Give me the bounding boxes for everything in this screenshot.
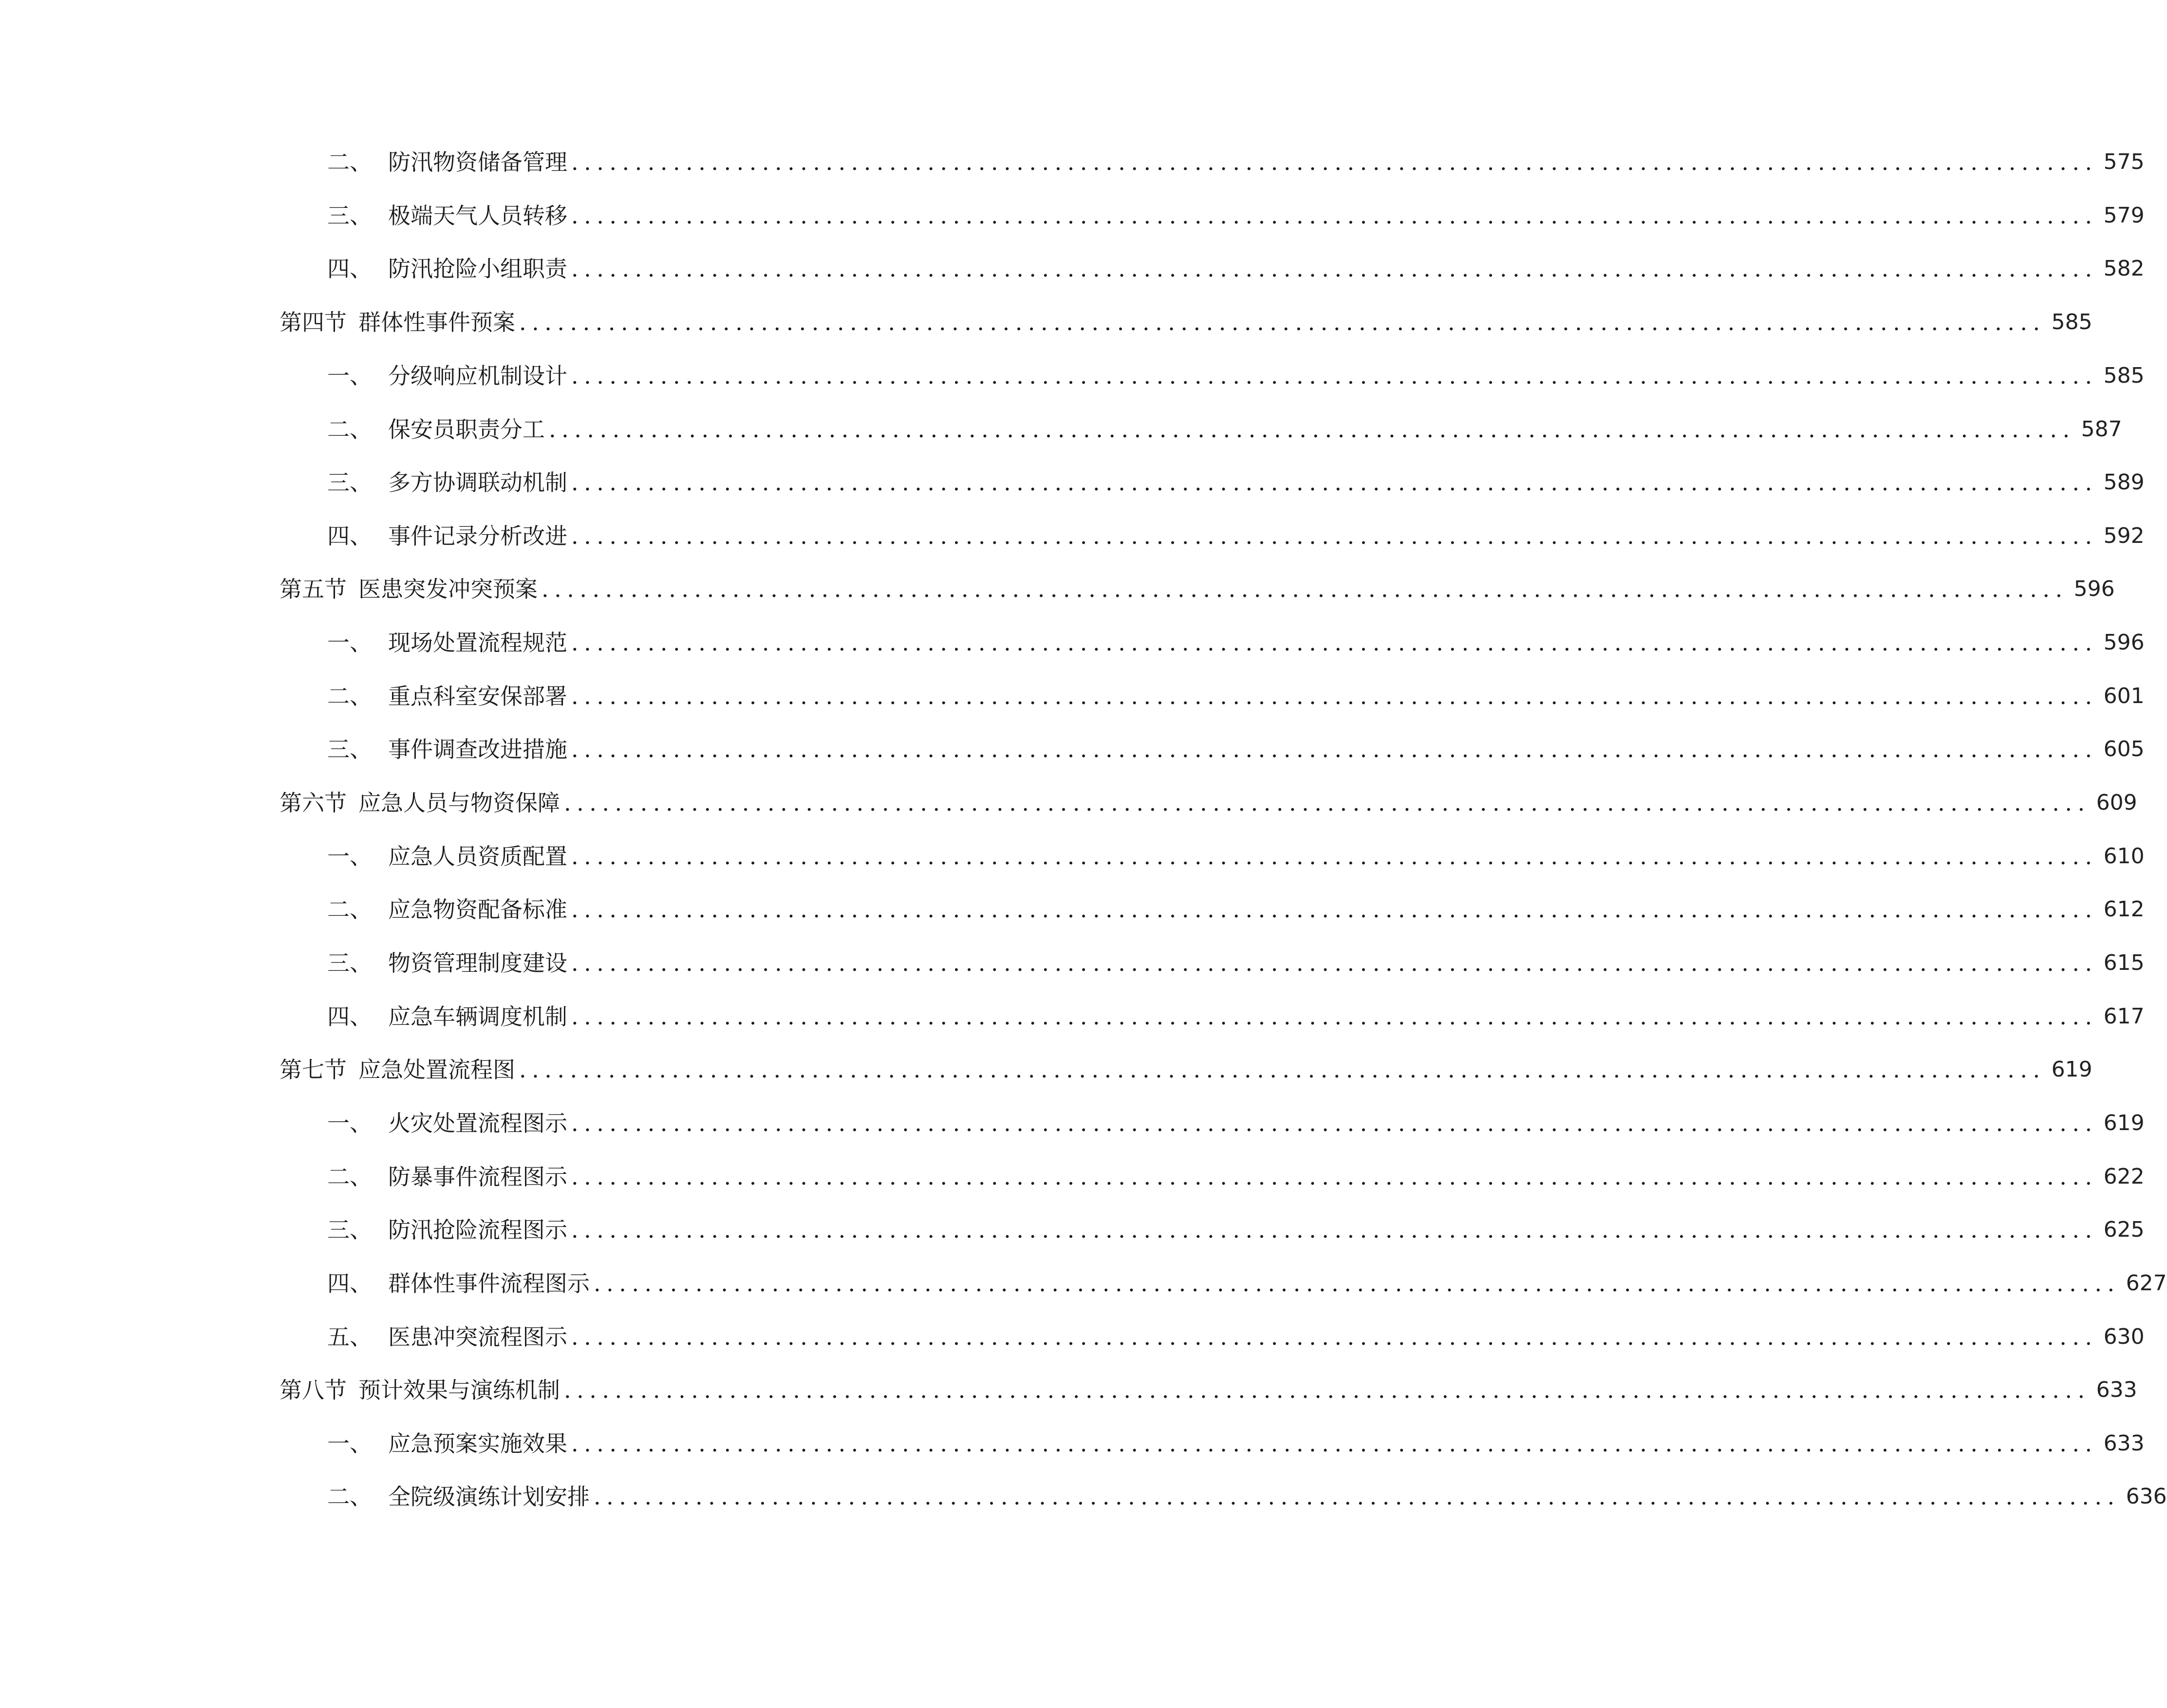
entry-title: 应急车辆调度机制 — [388, 1003, 567, 1030]
entry-title: 多方协调联动机制 — [388, 469, 567, 496]
toc-entry[interactable] — [327, 1104, 2145, 1143]
entry-title: 重点科室安保部署 — [388, 683, 567, 709]
entry-numeral: 五、 — [327, 1324, 372, 1350]
page-number: 633 — [2096, 1377, 2137, 1402]
dot-leader: ........................................................................................................................ — [571, 1003, 2098, 1030]
entry-title: 物资管理制度建设 — [388, 950, 567, 976]
toc-entry[interactable] — [327, 730, 2145, 769]
page-number: 610 — [2103, 844, 2145, 869]
entry-numeral: 四、 — [327, 1003, 372, 1030]
page-number: 636 — [2126, 1484, 2167, 1509]
entry-title: 应急人员资质配置 — [388, 843, 567, 870]
dot-leader: ........................................................................................................................ — [571, 896, 2098, 923]
page-number: 605 — [2103, 737, 2145, 761]
entry-title: 应急处置流程图 — [358, 1057, 515, 1083]
page-number: 630 — [2103, 1324, 2145, 1349]
section-number: 第七节 — [280, 1057, 347, 1083]
page-number: 596 — [2103, 630, 2145, 655]
entry-title: 预计效果与演练机制 — [358, 1377, 560, 1403]
toc-entry[interactable] — [327, 623, 2145, 662]
toc-entry[interactable] — [327, 1424, 2145, 1463]
page-number: 633 — [2103, 1431, 2145, 1456]
dot-leader: ........................................................................................................................ — [571, 149, 2098, 175]
dot-leader: ........................................................................................................................ — [564, 790, 2091, 816]
entry-numeral: 一、 — [327, 843, 372, 870]
section-number: 第八节 — [280, 1377, 347, 1403]
entry-title: 极端天气人员转移 — [388, 203, 567, 229]
entry-numeral: 三、 — [327, 1217, 372, 1243]
entry-title: 火灾处置流程图示 — [388, 1110, 567, 1136]
toc-entry[interactable] — [327, 356, 2145, 395]
toc-entry[interactable] — [327, 1264, 2167, 1303]
toc-entry[interactable] — [327, 944, 2145, 983]
dot-leader: ........................................................................................................................ — [571, 469, 2098, 496]
page-number: 579 — [2103, 203, 2145, 228]
entry-title: 群体性事件流程图示 — [388, 1270, 590, 1297]
page-number: 622 — [2103, 1164, 2145, 1189]
toc-section-entry[interactable] — [280, 1371, 2137, 1410]
page-number: 582 — [2103, 256, 2145, 281]
dot-leader: ........................................................................................................................ — [571, 843, 2098, 870]
page-number: 609 — [2096, 790, 2137, 815]
dot-leader: ........................................................................................................................ — [549, 416, 2075, 443]
entry-title: 医患冲突流程图示 — [388, 1324, 567, 1350]
dot-leader: ........................................................................................................................ — [571, 1430, 2098, 1457]
dot-leader: ........................................................................................................................ — [564, 1377, 2091, 1403]
toc-entry[interactable] — [327, 517, 2145, 556]
dot-leader: ........................................................................................................................ — [594, 1270, 2120, 1297]
page-number: 619 — [2051, 1057, 2092, 1082]
entry-numeral: 二、 — [327, 683, 372, 709]
toc-entry[interactable] — [327, 997, 2145, 1036]
entry-title: 现场处置流程规范 — [388, 630, 567, 656]
dot-leader: ........................................................................................................................ — [571, 363, 2098, 389]
entry-numeral: 一、 — [327, 1110, 372, 1136]
entry-numeral: 二、 — [327, 1164, 372, 1190]
dot-leader: ........................................................................................................................ — [571, 1324, 2098, 1350]
page-number: 615 — [2103, 950, 2145, 975]
page-number: 589 — [2103, 470, 2145, 495]
entry-title: 分级响应机制设计 — [388, 363, 567, 389]
dot-leader: ........................................................................................................................ — [571, 1217, 2098, 1243]
entry-numeral: 一、 — [327, 630, 372, 656]
toc-entry[interactable] — [327, 1210, 2145, 1249]
toc-entry[interactable] — [327, 1157, 2145, 1196]
page-number: 627 — [2126, 1271, 2167, 1296]
toc-entry[interactable] — [327, 143, 2145, 182]
dot-leader: ........................................................................................................................ — [571, 203, 2098, 229]
dot-leader: ........................................................................................................................ — [571, 1164, 2098, 1190]
entry-numeral: 二、 — [327, 896, 372, 923]
page-number: 575 — [2103, 149, 2145, 174]
page-number: 601 — [2103, 684, 2145, 708]
page-number: 619 — [2103, 1111, 2145, 1135]
page-number: 592 — [2103, 523, 2145, 548]
toc-section-entry[interactable] — [280, 1050, 2092, 1089]
entry-numeral: 四、 — [327, 1270, 372, 1297]
page-number: 625 — [2103, 1217, 2145, 1242]
toc-entry[interactable] — [327, 249, 2145, 288]
page-number: 587 — [2081, 417, 2122, 442]
entry-title: 医患突发冲突预案 — [358, 576, 538, 602]
entry-title: 防汛物资储备管理 — [388, 149, 567, 175]
toc-entry[interactable] — [327, 463, 2145, 502]
entry-title: 全院级演练计划安排 — [388, 1484, 590, 1510]
section-number: 第六节 — [280, 790, 347, 816]
entry-title: 群体性事件预案 — [358, 309, 515, 335]
section-number: 第五节 — [280, 576, 347, 602]
entry-numeral: 一、 — [327, 1430, 372, 1457]
dot-leader: ........................................................................................................................ — [571, 523, 2098, 549]
toc-entry[interactable] — [327, 837, 2145, 876]
entry-title: 事件记录分析改进 — [388, 523, 567, 549]
dot-leader: ........................................................................................................................ — [571, 1110, 2098, 1136]
page-number: 617 — [2103, 1004, 2145, 1029]
page-number: 585 — [2103, 363, 2145, 388]
entry-title: 防汛抢险小组职责 — [388, 256, 567, 282]
entry-title: 事件调查改进措施 — [388, 736, 567, 762]
dot-leader: ........................................................................................................................ — [571, 736, 2098, 762]
page-number: 585 — [2051, 310, 2092, 334]
toc-entry[interactable] — [327, 410, 2122, 449]
entry-numeral: 三、 — [327, 950, 372, 976]
page-number: 612 — [2103, 897, 2145, 922]
entry-numeral: 三、 — [327, 203, 372, 229]
dot-leader: ........................................................................................................................ — [571, 950, 2098, 976]
entry-numeral: 三、 — [327, 736, 372, 762]
dot-leader: ........................................................................................................................ — [519, 1057, 2046, 1083]
toc-entry[interactable] — [327, 677, 2145, 716]
entry-numeral: 二、 — [327, 416, 372, 443]
toc-entry[interactable] — [327, 890, 2145, 929]
section-number: 第四节 — [280, 309, 347, 335]
entry-numeral: 四、 — [327, 256, 372, 282]
toc-section-entry[interactable] — [280, 570, 2115, 609]
dot-leader: ........................................................................................................................ — [571, 256, 2098, 282]
toc-entry[interactable] — [327, 1477, 2167, 1516]
entry-numeral: 二、 — [327, 1484, 372, 1510]
entry-numeral: 四、 — [327, 523, 372, 549]
entry-title: 应急预案实施效果 — [388, 1430, 567, 1457]
dot-leader: ........................................................................................................................ — [571, 683, 2098, 709]
toc-entry[interactable] — [327, 196, 2145, 235]
toc-entry[interactable] — [327, 1318, 2145, 1356]
toc-section-entry[interactable] — [280, 783, 2137, 822]
dot-leader: ........................................................................................................................ — [594, 1484, 2120, 1510]
entry-title: 防汛抢险流程图示 — [388, 1217, 567, 1243]
entry-numeral: 一、 — [327, 363, 372, 389]
entry-title: 应急人员与物资保障 — [358, 790, 560, 816]
entry-title: 保安员职责分工 — [388, 416, 545, 443]
entry-title: 应急物资配备标准 — [388, 896, 567, 923]
entry-numeral: 二、 — [327, 149, 372, 175]
toc-section-entry[interactable] — [280, 303, 2092, 342]
entry-numeral: 三、 — [327, 469, 372, 496]
dot-leader: ........................................................................................................................ — [542, 576, 2068, 602]
dot-leader: ........................................................................................................................ — [571, 630, 2098, 656]
dot-leader: ........................................................................................................................ — [519, 309, 2046, 335]
entry-title: 防暴事件流程图示 — [388, 1164, 567, 1190]
page-number: 596 — [2074, 576, 2115, 601]
